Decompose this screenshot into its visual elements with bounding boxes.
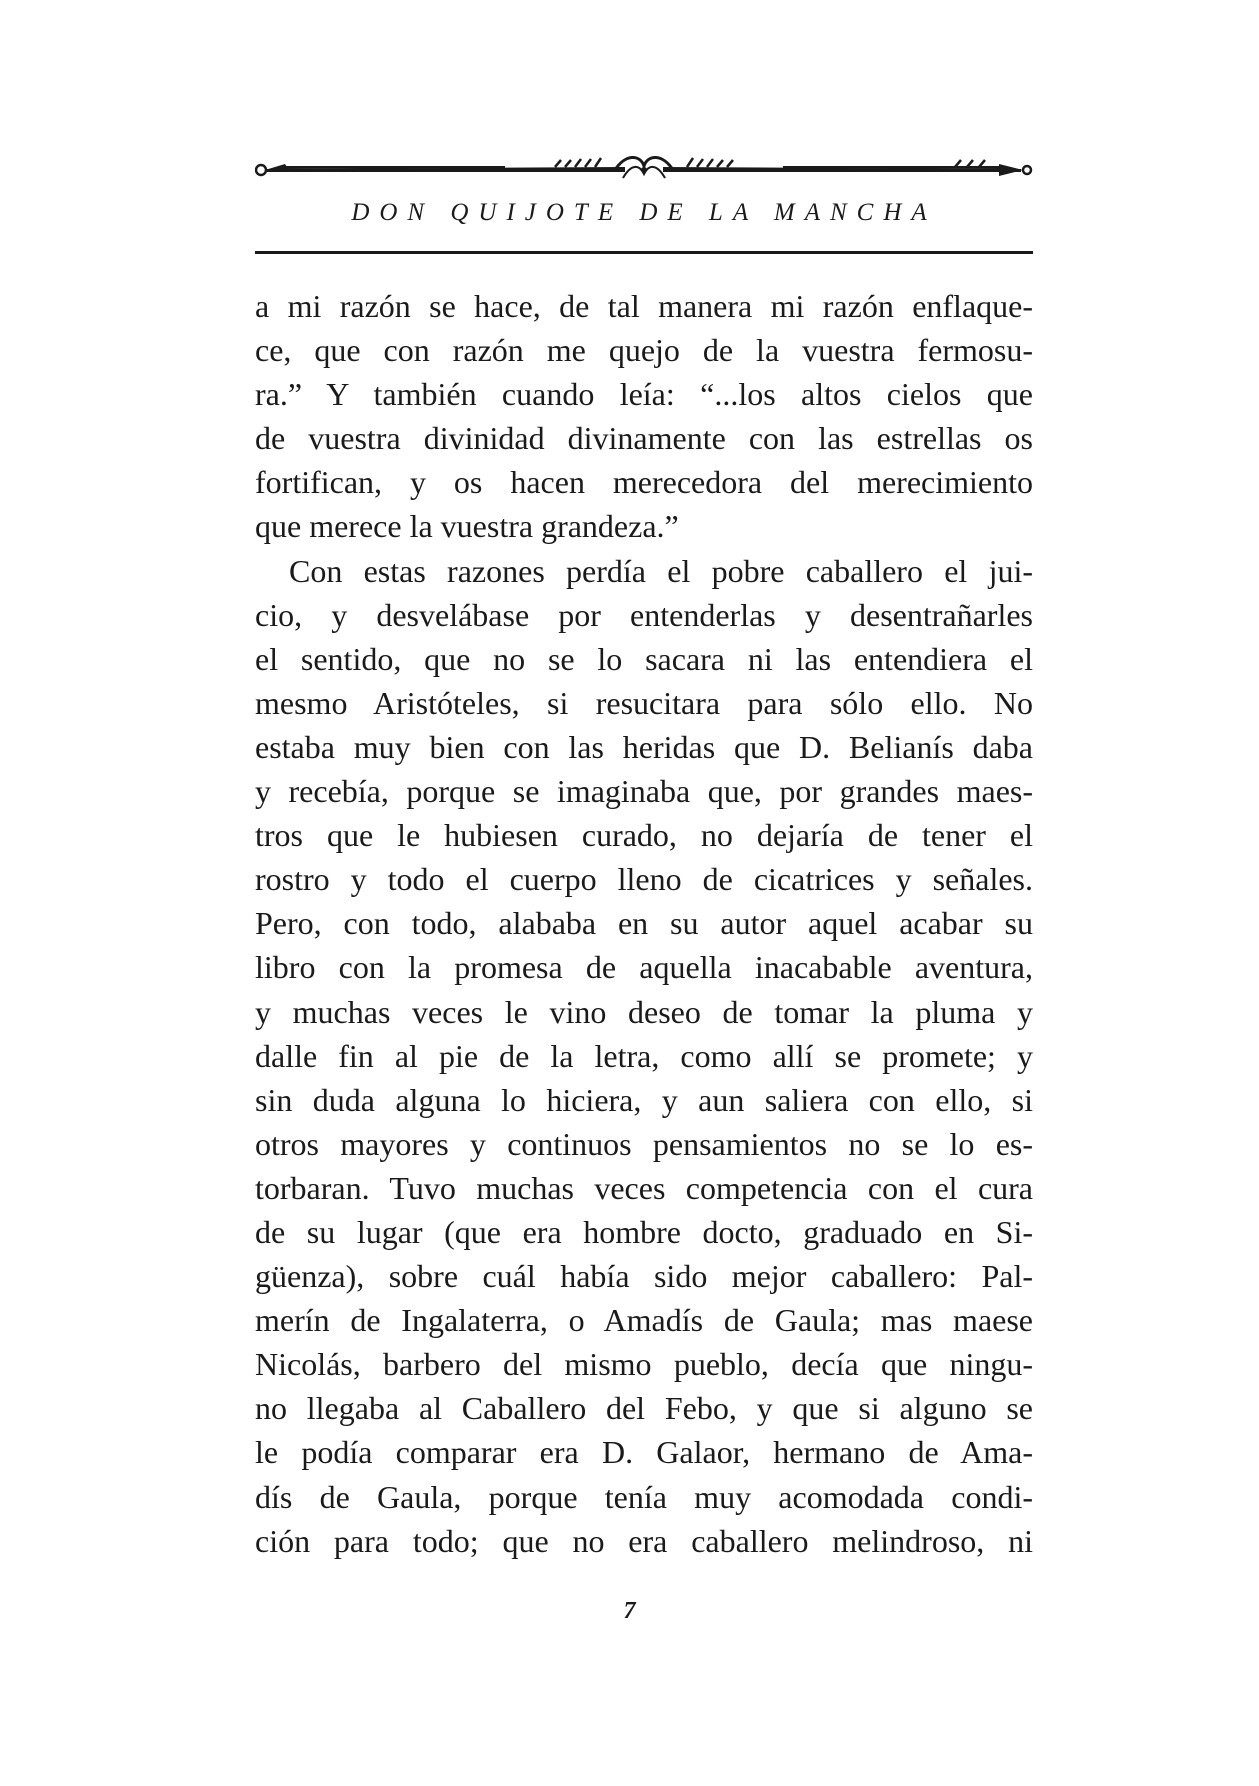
- text-line: libro con la promesa de aquella inacabable aventura,: [255, 949, 1033, 986]
- text-line: Pero, con todo, alababa en su autor aquel acabar su: [255, 905, 1033, 942]
- header-ornament: [255, 148, 1033, 188]
- text-line: mesmo Aristóteles, si resucitara para sólo ello. No: [255, 684, 1033, 721]
- text-line: y recebía, porque se imaginaba que, por grandes maes-: [255, 773, 1033, 810]
- text-line: ción para todo; que no era caballero melindroso, ni: [255, 1522, 1033, 1559]
- text-line: torbaran. Tuvo muchas veces competencia con el cura: [255, 1169, 1033, 1206]
- text-line: tros que le hubiesen curado, no dejaría de tener el: [255, 817, 1033, 854]
- text-line: dalle fin al pie de la letra, como allí se promete; y: [255, 1037, 1033, 1074]
- text-line: Con estas razones perdía el pobre caballero el jui-: [289, 552, 1033, 589]
- text-line: y muchas veces le vino deseo de tomar la pluma y: [255, 993, 1033, 1030]
- text-line: rostro y todo el cuerpo lleno de cicatrices y señales.: [255, 861, 1033, 898]
- text-line: ce, que con razón me quejo de la vuestra fermosu-: [255, 332, 1033, 369]
- running-title: DON QUIJOTE DE LA MANCHA: [351, 199, 937, 226]
- text-line: otros mayores y continuos pensamientos no se lo es-: [255, 1125, 1033, 1162]
- text-line: dís de Gaula, porque tenía muy acomodada condi-: [255, 1478, 1033, 1515]
- text-line: de su lugar (que era hombre docto, graduado en Si-: [255, 1213, 1033, 1250]
- text-line: sin duda alguna lo hiciera, y aun saliera con ello, si: [255, 1081, 1033, 1118]
- text-line: a mi razón se hace, de tal manera mi razón enflaque-: [255, 288, 1033, 324]
- page-number: 7: [623, 1598, 636, 1624]
- text-line: merín de Ingalaterra, o Amadís de Gaula; mas maese: [255, 1302, 1033, 1339]
- text-line: de vuestra divinidad divinamente con las estrellas os: [255, 420, 1033, 457]
- text-line: estaba muy bien con las heridas que D. Belianís daba: [255, 728, 1033, 765]
- text-line: cio, y desvelábase por entenderlas y desentrañarles: [255, 596, 1033, 633]
- body-text: [255, 284, 1033, 1563]
- text-line: güenza), sobre cuál había sido mejor caballero: Pal-: [255, 1258, 1033, 1295]
- text-line: no llegaba al Caballero del Febo, y que si alguno se: [255, 1390, 1033, 1427]
- text-line: Nicolás, barbero del mismo pueblo, decía que ningu-: [255, 1346, 1033, 1383]
- text-line: que merece la vuestra grandeza.”: [255, 508, 679, 545]
- text-line: fortifican, y os hacen merecedora del merecimiento: [255, 464, 1033, 501]
- text-line: ra.” Y también cuando leía: “...los altos cielos que: [255, 376, 1033, 413]
- header-rule: [255, 251, 1033, 254]
- text-line: el sentido, que no se lo sacara ni las entendiera el: [255, 640, 1033, 677]
- text-line: le podía comparar era D. Galaor, hermano de Ama-: [255, 1434, 1033, 1471]
